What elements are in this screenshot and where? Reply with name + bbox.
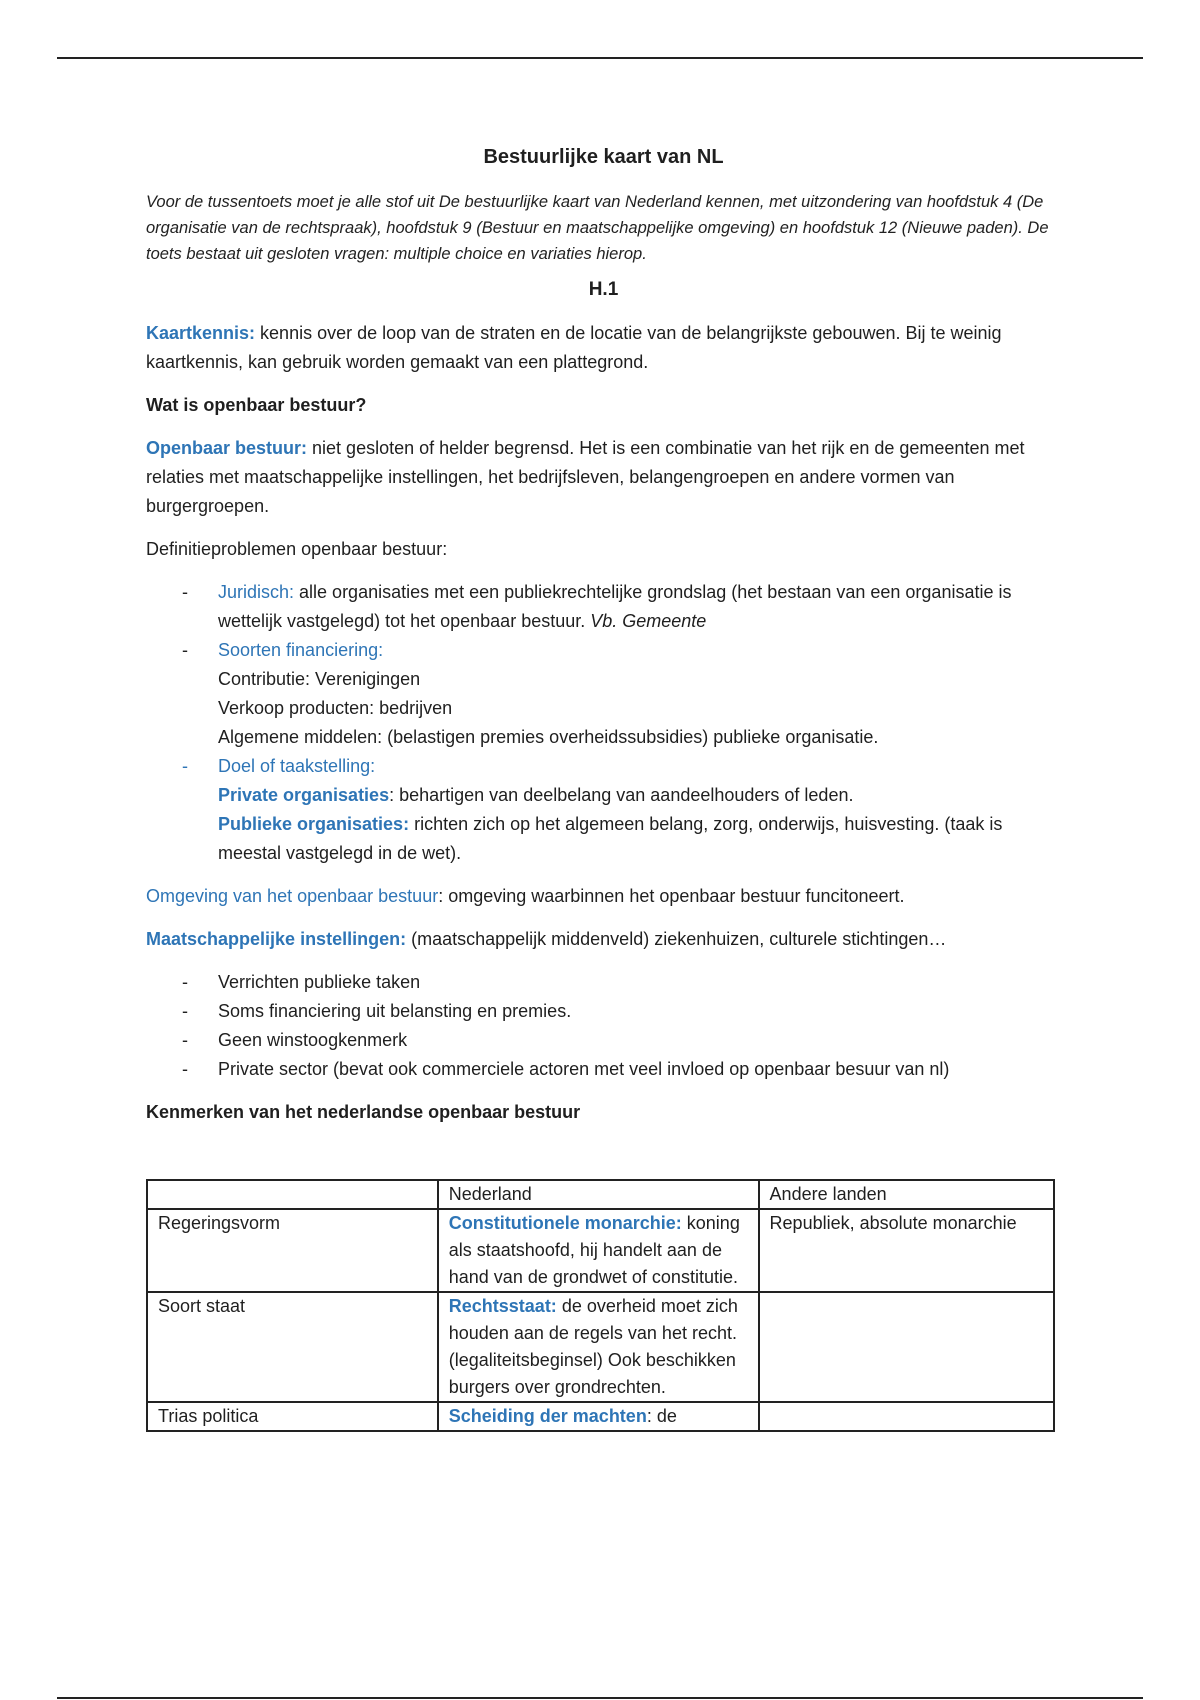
kenmerken-heading: Kenmerken van het nederlandse openbaar bestuur (146, 1102, 581, 1122)
list-item (218, 752, 1061, 868)
row-other-cell (759, 1292, 1054, 1402)
chapter-heading: H.1 (588, 279, 619, 300)
row-nl-cell (438, 1209, 759, 1292)
private-line (218, 781, 1061, 810)
maatschappelijk-paragraph (146, 925, 1061, 954)
question-heading: Wat is openbaar bestuur? (146, 395, 367, 415)
row-other-cell (759, 1402, 1054, 1431)
row-nl-term: Scheiding der machten (448, 1406, 647, 1426)
table-header-row (147, 1180, 1054, 1209)
kaartkennis-paragraph (146, 319, 1061, 377)
row-label: Trias politica (147, 1402, 438, 1431)
row-nl-text: de overheid moet zich houden aan de regels van het recht. (legaliteitsbeginsel) Ook beschikken burgers over grondrechten. (448, 1296, 738, 1397)
bottom-rule (57, 1697, 1143, 1699)
openbaar-term: Openbaar bestuur: (146, 438, 308, 458)
kaartkennis-term: Kaartkennis: (146, 323, 256, 343)
publiek-term: Publieke organisaties: (218, 814, 410, 834)
financiering-line: Contributie: Verenigingen (218, 669, 421, 689)
list-item (218, 578, 1061, 636)
table-row (147, 1209, 1054, 1292)
openbaar-paragraph (146, 434, 1061, 521)
financiering-term: Soorten financiering: (218, 640, 384, 660)
row-nl-cell (438, 1292, 759, 1402)
doel-term: Doel of taakstelling: (218, 756, 376, 776)
document-page (146, 146, 1061, 1432)
publiek-line (218, 810, 1061, 868)
row-nl-text: : de (646, 1406, 677, 1426)
kaartkennis-text: kennis over de loop van de straten en de locatie van de belangrijkste gebouwen. Bij te weinig kaartkennis, kan gebruik worden gemaakt van een plattegrond. (146, 323, 1002, 372)
maatschappelijk-text: (maatschappelijk middenveld) ziekenhuizen, culturele stichtingen… (406, 929, 947, 949)
row-nl-term: Rechtsstaat: (448, 1296, 557, 1316)
kenmerken-table (146, 1179, 1055, 1432)
private-text: : behartigen van deelbelang van aandeelhouders of leden. (389, 785, 854, 805)
omgeving-paragraph (146, 882, 1061, 911)
definitie-paragraph: Definitieproblemen openbaar bestuur: (146, 539, 448, 559)
list-item: - Soms financiering uit belansting en premies. (218, 997, 1061, 1026)
row-label: Regeringsvorm (147, 1209, 438, 1292)
row-nl-cell (438, 1402, 759, 1431)
table-row (147, 1292, 1054, 1402)
table-row (147, 1402, 1054, 1431)
top-rule (57, 57, 1143, 59)
private-term: Private organisaties (218, 785, 390, 805)
row-other-cell: Republiek, absolute monarchie (759, 1209, 1054, 1292)
kenmerken-list (146, 968, 1061, 1084)
juridisch-term: Juridisch: (218, 582, 295, 602)
juridisch-text: alle organisaties met een publiekrechtelijke grondslag (het bestaan van een organisatie is wettelijk vastgelegd) tot het openbaar bestuur. (218, 582, 1012, 631)
document-title: Bestuurlijke kaart van NL (483, 146, 724, 168)
row-nl-term: Constitutionele monarchie: (448, 1213, 682, 1233)
openbaar-text: niet gesloten of helder begrensd. Het is een combinatie van het rijk en de gemeenten met relaties met maatschappelijke instellingen, het bedrijfsleven, belangengroepen en andere vormen van burgergroepen. (146, 438, 1025, 516)
row-nl-text: koning als staatshoofd, hij handelt aan de hand van de grondwet of constitutie. (448, 1213, 740, 1287)
definitie-list (146, 578, 1061, 868)
financiering-line: Verkoop producten: bedrijven (218, 698, 453, 718)
maatschappelijk-term: Maatschappelijke instellingen: (146, 929, 407, 949)
publiek-text: richten zich op het algemeen belang, zorg, onderwijs, huisvesting. (taak is meestal vastgelegd in de wet). (218, 814, 1003, 863)
row-label: Soort staat (147, 1292, 438, 1402)
juridisch-example: Vb. Gemeente (590, 611, 707, 631)
omgeving-term: Omgeving van het openbaar bestuur (146, 886, 439, 906)
intro-paragraph: Voor de tussentoets moet je alle stof uit De bestuurlijke kaart van Nederland kennen, met uitzondering van hoofdstuk 4 (De organisatie van de rechtspraak), hoofdstuk 9 (Bestuur en maatschappelijke omgeving) en hoofdstuk 12 (Nieuwe paden). De toets bestaat uit gesloten vragen: multiple choice en variaties hierop. (146, 193, 1049, 263)
list-item: - Verrichten publieke taken (218, 968, 1061, 997)
omgeving-text: : omgeving waarbinnen het openbaar bestuur funcitoneert. (438, 886, 905, 906)
list-item (218, 636, 1061, 752)
list-item: - Geen winstoogkenmerk (218, 1026, 1061, 1055)
financiering-line: Algemene middelen: (belastigen premies overheidssubsidies) publieke organisatie. (218, 727, 879, 747)
table-header-cell: Nederland (438, 1180, 759, 1209)
table-header-cell (147, 1180, 438, 1209)
table-header-cell: Andere landen (759, 1180, 1054, 1209)
list-item: - Private sector (bevat ook commerciele actoren met veel invloed op openbaar besuur van nl) (218, 1055, 1061, 1084)
